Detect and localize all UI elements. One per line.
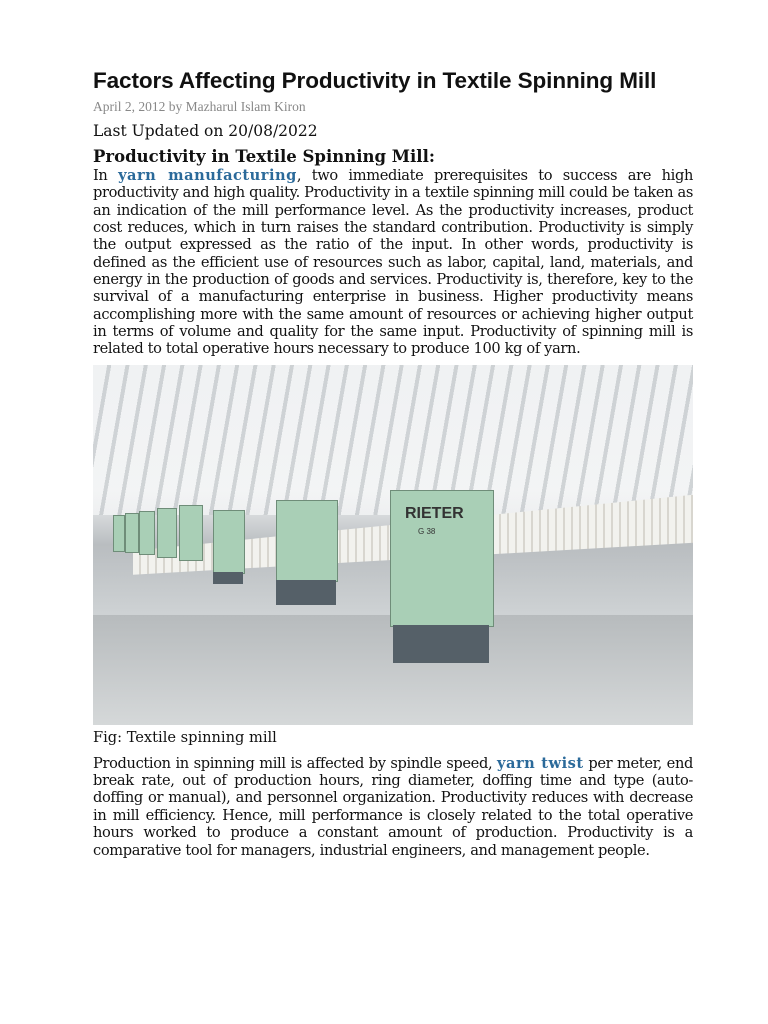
machine (139, 511, 155, 555)
machine-base (276, 580, 336, 605)
article-meta: April 2, 2012 by Mazharul Islam Kiron (93, 99, 306, 114)
last-updated: Last Updated on 20/08/2022 (93, 122, 318, 140)
figure-caption: Fig: Textile spinning mill (93, 728, 277, 746)
yarn-twist-link[interactable]: yarn twist (497, 754, 584, 772)
paragraph-1 (93, 167, 693, 358)
text: , two immediate prerequisites to success are high productivity and high quality. Productivity in a textile spinning mill could be taken as an indication of the mill performance level. As the productivity increases, product cost reduces, which in turn raises the standard contribution. Productivity is simply the output expressed as the ratio of the input. In other words, productivity is defined as the efficient use of resources such as labor, capital, land, materials, and energy in the production of goods and services. Productivity is, therefore, key to the survival of a manufacturing enterprise in business. Higher productivity means accomplishing more with the same amount of resources or achieving higher output in terms of volume and quality for the same input. Productivity of spinning mill is related to total operative hours necessary to produce 100 kg of yarn. (93, 167, 693, 358)
spinning-mill-image (93, 365, 693, 725)
text: per meter, end break rate, out of production hours, ring diameter, doffing time and type (auto-doffing or manual), and personnel organization. Productivity reduces with decrease in mill efficiency. Hence, mill performance is closely related to the total operative hours worked to produce a constant amount of production. Productivity is a comparative tool for managers, industrial engineers, and management people. (93, 754, 693, 859)
model-label: G 38 (418, 526, 436, 536)
article-title: Factors Affecting Productivity in Textile Spinning Mill (93, 68, 657, 93)
machine (157, 508, 177, 558)
text: In (93, 167, 119, 184)
paragraph-2 (93, 755, 693, 859)
machine (213, 510, 245, 574)
article (93, 66, 693, 859)
machine-base (213, 572, 243, 584)
text: Production in spinning mill is affected by spindle speed, (93, 754, 498, 772)
yarn-manufacturing-link[interactable]: yarn manufacturing (118, 167, 297, 184)
section-heading: Productivity in Textile Spinning Mill: (93, 147, 435, 166)
rieter-logo: RIETER (405, 504, 464, 522)
machine (125, 513, 139, 553)
machine-base (393, 625, 489, 663)
machine (113, 515, 125, 552)
machine (179, 505, 203, 561)
machine (276, 500, 338, 582)
